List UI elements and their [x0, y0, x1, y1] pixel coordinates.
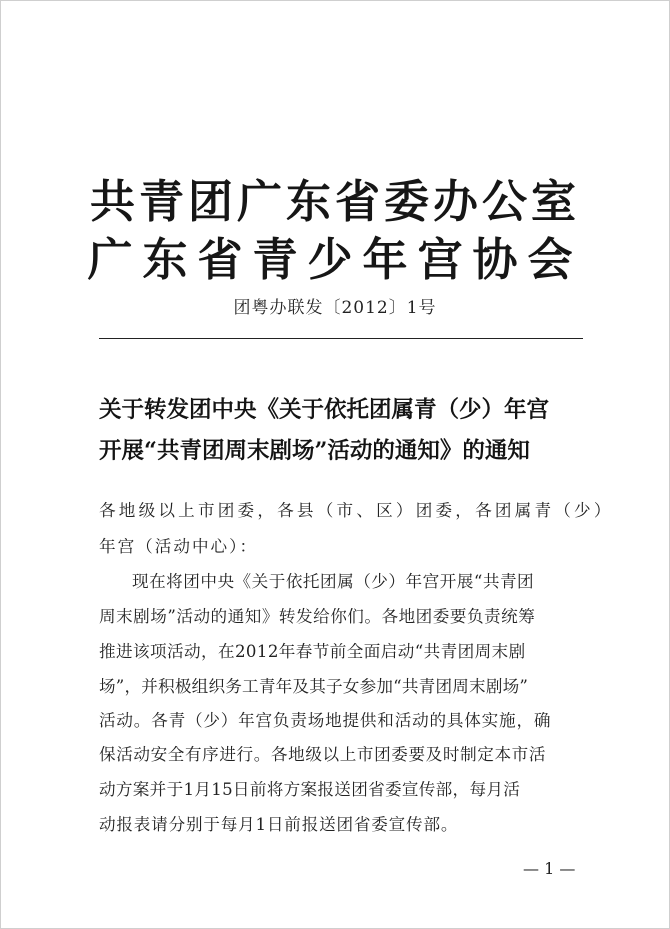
body-text-line: 推进该项活动，在2012年春节前全面启动“共青团周末剧 — [99, 642, 526, 661]
document-number: 团粤办联发〔2012〕1号 — [233, 298, 437, 318]
issuing-org-line-2: 广东省青少年宫协会 — [87, 233, 583, 286]
body-text-line: 保活动安全有序进行。各地级以上市团委要及时制定本市活 — [99, 745, 547, 764]
body-text-line: 周末剧场”活动的通知》转发给你们。各地团委要负责统筹 — [99, 607, 536, 626]
issuing-org-line-1: 共青团广东省委办公室 — [89, 175, 580, 228]
body-text-line: 动方案并于1月15日前将方案报送团省委宣传部，每月活 — [99, 780, 521, 799]
body-text-line: 年宫（活动中心）： — [99, 537, 259, 556]
document-title-line-2: 开展“共青团周末剧场”活动的通知》的通知 — [99, 438, 530, 464]
body-text-line: 场”，并积极组织务工青年及其子女参加“共青团周末剧场” — [99, 677, 529, 696]
body-text-line: 各地级以上市团委，各县（市、区）团委，各团属青（少） — [99, 501, 614, 520]
header-divider — [99, 338, 583, 339]
body-text-line: 动报表请分别于每月1日前报送团省委宣传部。 — [99, 815, 459, 834]
page-number: — 1 — — [523, 859, 576, 878]
body-text-line: 现在将团中央《关于依托团属（少）年宫开展“共青团 — [132, 572, 535, 591]
document-title-line-1: 关于转发团中央《关于依托团属青（少）年宫 — [99, 397, 550, 423]
body-text-line: 活动。各青（少）年宫负责场地提供和活动的具体实施，确 — [99, 711, 552, 730]
